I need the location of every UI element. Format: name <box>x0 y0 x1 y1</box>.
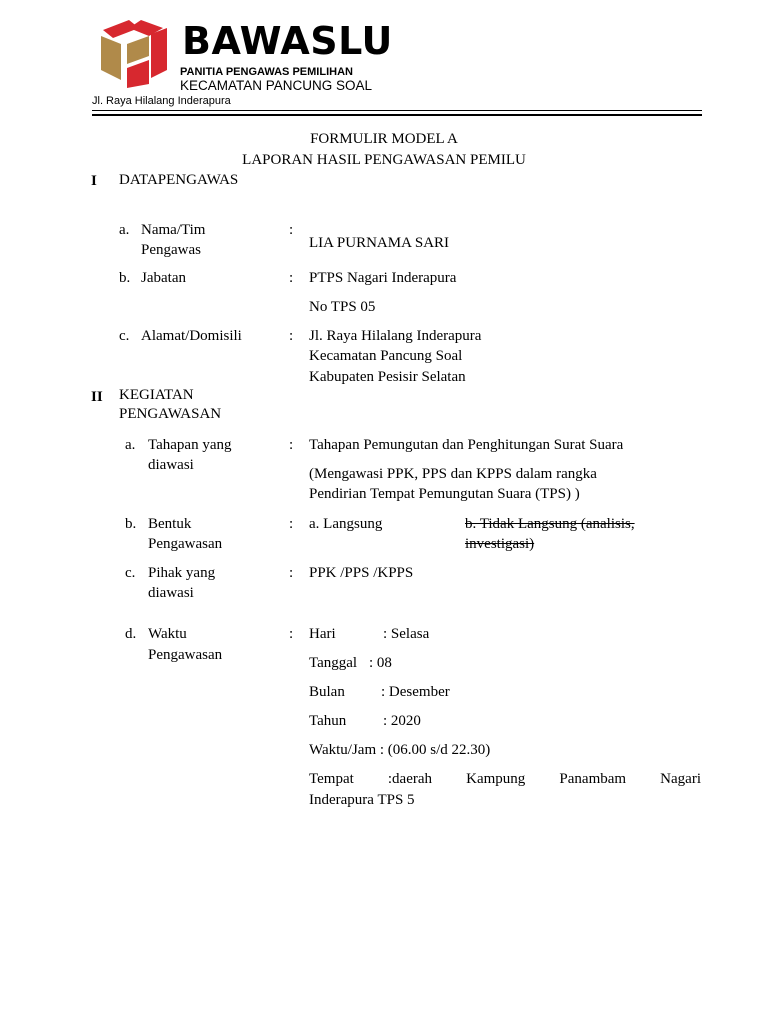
hari-label: Hari <box>309 626 336 642</box>
field-label: Pengawasan <box>148 536 223 552</box>
item-letter: b. <box>125 516 137 532</box>
item-letter: c. <box>125 565 136 581</box>
bawaslu-logo <box>93 14 175 92</box>
waktu-jam: Waktu/Jam : (06.00 s/d 22.30) <box>309 742 491 758</box>
section2-title: PENGAWASAN <box>119 406 222 422</box>
field-label: diawasi <box>148 457 194 473</box>
divider-thick <box>92 114 702 116</box>
field-label: Alamat/Domisili <box>141 328 242 344</box>
section2-number: II <box>91 389 103 405</box>
field-label: Pihak yang <box>148 565 216 581</box>
field-value-jabatan: PTPS Nagari Inderapura <box>309 270 457 286</box>
item-letter: a. <box>119 222 130 238</box>
field-colon: : <box>289 437 294 453</box>
panitia-label: PANITIA PENGAWAS PEMILIHAN <box>180 66 353 78</box>
field-value-address: Kecamatan Pancung Soal <box>309 348 463 364</box>
tanggal-label: Tanggal <box>309 655 358 671</box>
field-label: Pengawas <box>141 242 201 258</box>
field-value-address: Kabupaten Pesisir Selatan <box>309 369 466 385</box>
tanggal-value: : 08 <box>369 655 392 671</box>
tempat-line: Inderapura TPS 5 <box>309 792 415 808</box>
item-letter: c. <box>119 328 130 344</box>
field-colon: : <box>289 328 294 344</box>
field-label: Tahapan yang <box>148 437 232 453</box>
section2-title: KEGIATAN <box>119 387 194 403</box>
tempat-line: Tempat :daerah Kampung Panambam Nagari <box>309 771 701 787</box>
field-value-pihak: PPK /PPS /KPPS <box>309 565 414 581</box>
field-colon: : <box>289 565 294 581</box>
field-value-tps: No TPS 05 <box>309 299 376 315</box>
field-colon: : <box>289 270 294 286</box>
section1-number: I <box>91 173 97 189</box>
field-label: diawasi <box>148 585 194 601</box>
bulan-label: Bulan <box>309 684 345 700</box>
header-address: Jl. Raya Hilalang Inderapura <box>92 95 231 107</box>
tahun-label: Tahun <box>309 713 347 729</box>
hari-value: : Selasa <box>383 626 430 642</box>
section1-title: DATAPENGAWAS <box>119 172 239 188</box>
item-letter: d. <box>125 626 137 642</box>
item-letter: b. <box>119 270 131 286</box>
item-letter: a. <box>125 437 136 453</box>
field-colon: : <box>289 222 294 238</box>
field-label: Bentuk <box>148 516 192 532</box>
field-value-tahapan: (Mengawasi PPK, PPS dan KPPS dalam rangka <box>309 466 597 482</box>
kecamatan-label: KECAMATAN PANCUNG SOAL <box>180 78 373 93</box>
field-value-tahapan: Tahapan Pemungutan dan Penghitungan Surat Suara <box>309 437 624 453</box>
field-colon: : <box>289 516 294 532</box>
option-langsung: a. Langsung <box>309 516 383 532</box>
field-value-name: LIA PURNAMA SARI <box>309 235 450 251</box>
field-label: Nama/Tim <box>141 222 206 238</box>
option-tidak-langsung: investigasi) <box>465 536 535 552</box>
tahun-value: : 2020 <box>383 713 421 729</box>
bulan-value: : Desember <box>381 684 450 700</box>
field-colon: : <box>289 626 294 642</box>
field-value-address: Jl. Raya Hilalang Inderapura <box>309 328 482 344</box>
option-tidak-langsung: b. Tidak Langsung (analisis, <box>465 516 635 532</box>
field-label: Waktu <box>148 626 187 642</box>
field-value-tahapan: Pendirian Tempat Pemungutan Suara (TPS) ) <box>309 486 580 502</box>
field-label: Pengawasan <box>148 647 223 663</box>
form-title: FORMULIR MODEL A <box>310 131 458 147</box>
brand-name: BAWASLU <box>182 19 393 63</box>
divider-thin <box>92 110 702 111</box>
form-subtitle: LAPORAN HASIL PENGAWASAN PEMILU <box>242 152 526 168</box>
field-label: Jabatan <box>141 270 186 286</box>
